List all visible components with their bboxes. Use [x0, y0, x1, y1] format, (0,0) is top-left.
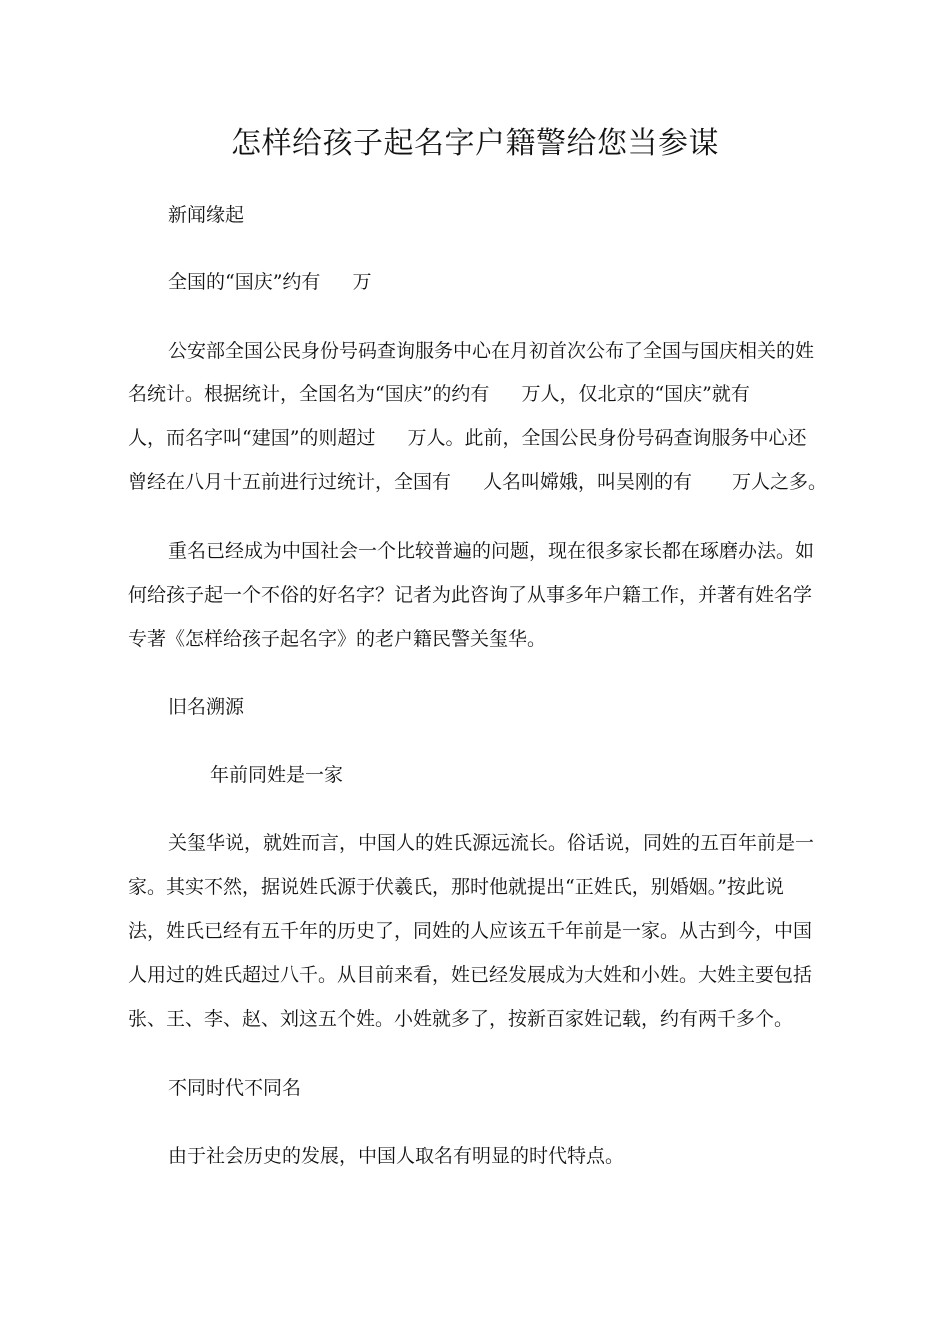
para1-line4-part3: 万人之多。 [732, 471, 828, 493]
heading-old-names: 旧名溯源 [168, 696, 245, 718]
heading-news-origin: 新闻缘起 [168, 204, 245, 226]
heading-eras: 不同时代不同名 [168, 1077, 302, 1099]
para1-line4 [128, 467, 827, 497]
heading-guoqing [168, 267, 371, 297]
para1-line4-part2: 人名叫嫦娥，叫吴刚的有 [483, 471, 693, 493]
para3-line5: 张、王、李、赵、刘这五个姓。小姓就多了，按新百家姓记载，约有两千多个。 [128, 1008, 794, 1030]
document-title: 怎样给孩子起名字户籍警给您当参谋 [231, 126, 719, 161]
para3-line2: 家。其实不然，据说姓氏源于伏羲氏，那时他就提出“正姓氏，别婚姻。”按此说 [128, 876, 784, 898]
para1-line2 [128, 379, 750, 409]
para2-line2: 何给孩子起一个不俗的好名字？记者为此咨询了从事多年户籍工作，并著有姓名学 [128, 584, 813, 606]
para3-line3: 法，姓氏已经有五千年的历史了，同姓的人应该五千年前是一家。从古到今，中国 [128, 920, 813, 942]
heading-guoqing-unit: 万 [352, 271, 372, 293]
para3-line1: 关玺华说，就姓而言，中国人的姓氏源远流长。俗话说，同姓的五百年前是一 [168, 832, 815, 854]
para1-line3-part1: 人，而名字叫“建国”的则超过 [128, 427, 376, 449]
para1-line3 [128, 423, 806, 453]
para3-line4: 人用过的姓氏超过八千。从目前来看，姓已经发展成为大姓和小姓。大姓主要包括 [128, 964, 813, 986]
para1-line2-part1: 名统计。根据统计，全国名为“国庆”的约有 [128, 383, 490, 405]
subheading-same-surname: 年前同姓是一家 [210, 764, 344, 786]
para1-line3-part2: 万人。此前，全国公民身份号码查询服务中心还 [407, 427, 807, 449]
para2-line1: 重名已经成为中国社会一个比较普遍的问题，现在很多家长都在琢磨办法。如 [168, 540, 815, 562]
para1-line2-part2: 万人，仅北京的“国庆”就有 [521, 383, 750, 405]
para1-line1: 公安部全国公民身份号码查询服务中心在月初首次公布了全国与国庆相关的姓 [168, 340, 815, 362]
para2-line3: 专著《怎样给孩子起名字》的老户籍民警关玺华。 [128, 628, 547, 650]
heading-guoqing-text: 全国的“国庆”约有 [168, 271, 321, 293]
para4-line1: 由于社会历史的发展，中国人取名有明显的时代特点。 [168, 1145, 625, 1167]
para1-line4-part1: 曾经在八月十五前进行过统计，全国有 [128, 471, 452, 493]
